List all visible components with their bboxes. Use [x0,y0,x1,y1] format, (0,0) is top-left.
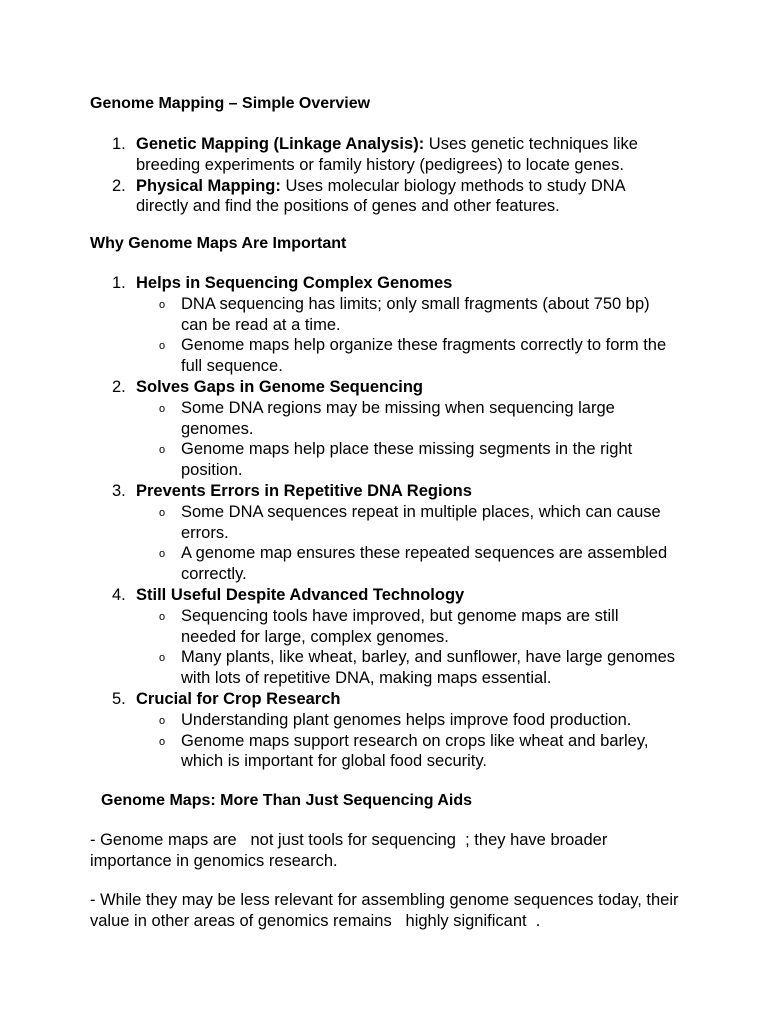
item-title: Helps in Sequencing Complex Genomes [136,274,453,292]
sub-bullet-text: Genome maps support research on crops like wheat and barley, which is important for global food security. [181,731,649,771]
paragraph-tail: ; they have broader importance in genomics research. [90,831,608,870]
circle-bullet-icon: o [159,506,166,519]
item-title: Still Useful Despite Advanced Technology [136,585,465,604]
paragraph-lead: - Genome maps are [90,831,237,849]
item-title: Physical Mapping: [136,176,281,195]
circle-bullet-icon: o [159,298,166,311]
sub-bullet-item [136,731,676,773]
sub-bullet-text: DNA sequencing has limits; only small fragments (about 750 bp) can be read at a time. [181,294,650,334]
paragraph-broader-importance [90,830,690,872]
circle-bullet-icon: o [159,652,166,665]
importance-item-still-useful [0,585,676,689]
item-text: Uses genetic techniques like breeding experiments or family history (pedigrees) to locate genes. [136,135,638,174]
item-title: Prevents Errors in Repetitive DNA Regions [136,481,472,500]
list-number: 1. [112,135,126,153]
sub-bullet-text: Sequencing tools have improved, but genome maps are still needed for large, complex genomes. [181,606,619,646]
sub-bullet-item [136,398,676,440]
list-number: 3. [112,481,126,500]
importance-item-sequencing-complex-genomes [0,273,676,377]
heading-why-genome-maps-important: Why Genome Maps Are Important [90,235,347,252]
circle-bullet-icon: o [159,735,166,748]
paragraph-lead: - While they may be less relevant for assembling genome sequences today, their value in other areas of genomics remains [90,891,679,930]
paragraph-tail: . [535,911,541,930]
list-number: 1. [112,274,126,292]
paragraph-emphasis: not just tools for sequencing [250,831,456,849]
item-title: Crucial for Crop Research [136,689,341,708]
circle-bullet-icon: o [159,548,166,561]
sub-bullet-text: Some DNA sequences repeat in multiple places, which can cause errors. [181,502,661,542]
paragraph-value-in-genomics [90,890,690,932]
importance-item-crop-research [0,689,676,772]
item-text: Uses molecular biology methods to study DNA directly and find the positions of genes and other features. [136,176,625,216]
importance-item-prevents-errors [0,481,676,585]
circle-bullet-icon: o [159,340,166,353]
sub-bullet-item [136,710,676,731]
overview-item-physical-mapping [0,176,676,218]
paragraph-emphasis: highly significant [405,911,527,930]
circle-bullet-icon: o [159,444,166,457]
sub-bullet-item [136,294,676,336]
sub-bullet-text: Genome maps help place these missing segments in the right position. [181,440,633,480]
sub-bullet-item [136,606,676,648]
overview-item-genetic-mapping [0,134,676,176]
sub-bullet-item [136,439,676,481]
list-number: 2. [112,377,126,396]
importance-list [0,273,768,772]
circle-bullet-icon: o [159,714,166,727]
circle-bullet-icon: o [159,402,166,415]
sub-bullet-item [136,647,676,689]
sub-bullet-item [136,543,676,585]
sub-bullet-text: A genome map ensures these repeated sequences are assembled correctly. [181,544,668,584]
heading-more-than-sequencing-aids: Genome Maps: More Than Just Sequencing Aids [101,792,473,809]
item-title: Genetic Mapping (Linkage Analysis): [136,135,425,153]
list-number: 4. [112,585,126,604]
importance-item-solves-gaps [0,377,676,481]
item-title: Solves Gaps in Genome Sequencing [136,377,423,396]
sub-bullet-item [136,335,676,377]
list-number: 2. [112,176,126,195]
heading-genome-mapping-overview: Genome Mapping – Simple Overview [90,95,371,112]
sub-bullet-text: Some DNA regions may be missing when sequencing large genomes. [181,398,615,438]
list-number: 5. [112,689,126,708]
circle-bullet-icon: o [159,610,166,623]
sub-bullet-item [136,502,676,544]
overview-list [0,134,768,217]
sub-bullet-text: Many plants, like wheat, barley, and sunflower, have large genomes with lots of repetitive DNA, making maps essential. [181,648,676,688]
sub-bullet-text: Understanding plant genomes helps improve food production. [181,710,632,729]
sub-bullet-text: Genome maps help organize these fragments correctly to form the full sequence. [181,336,667,376]
